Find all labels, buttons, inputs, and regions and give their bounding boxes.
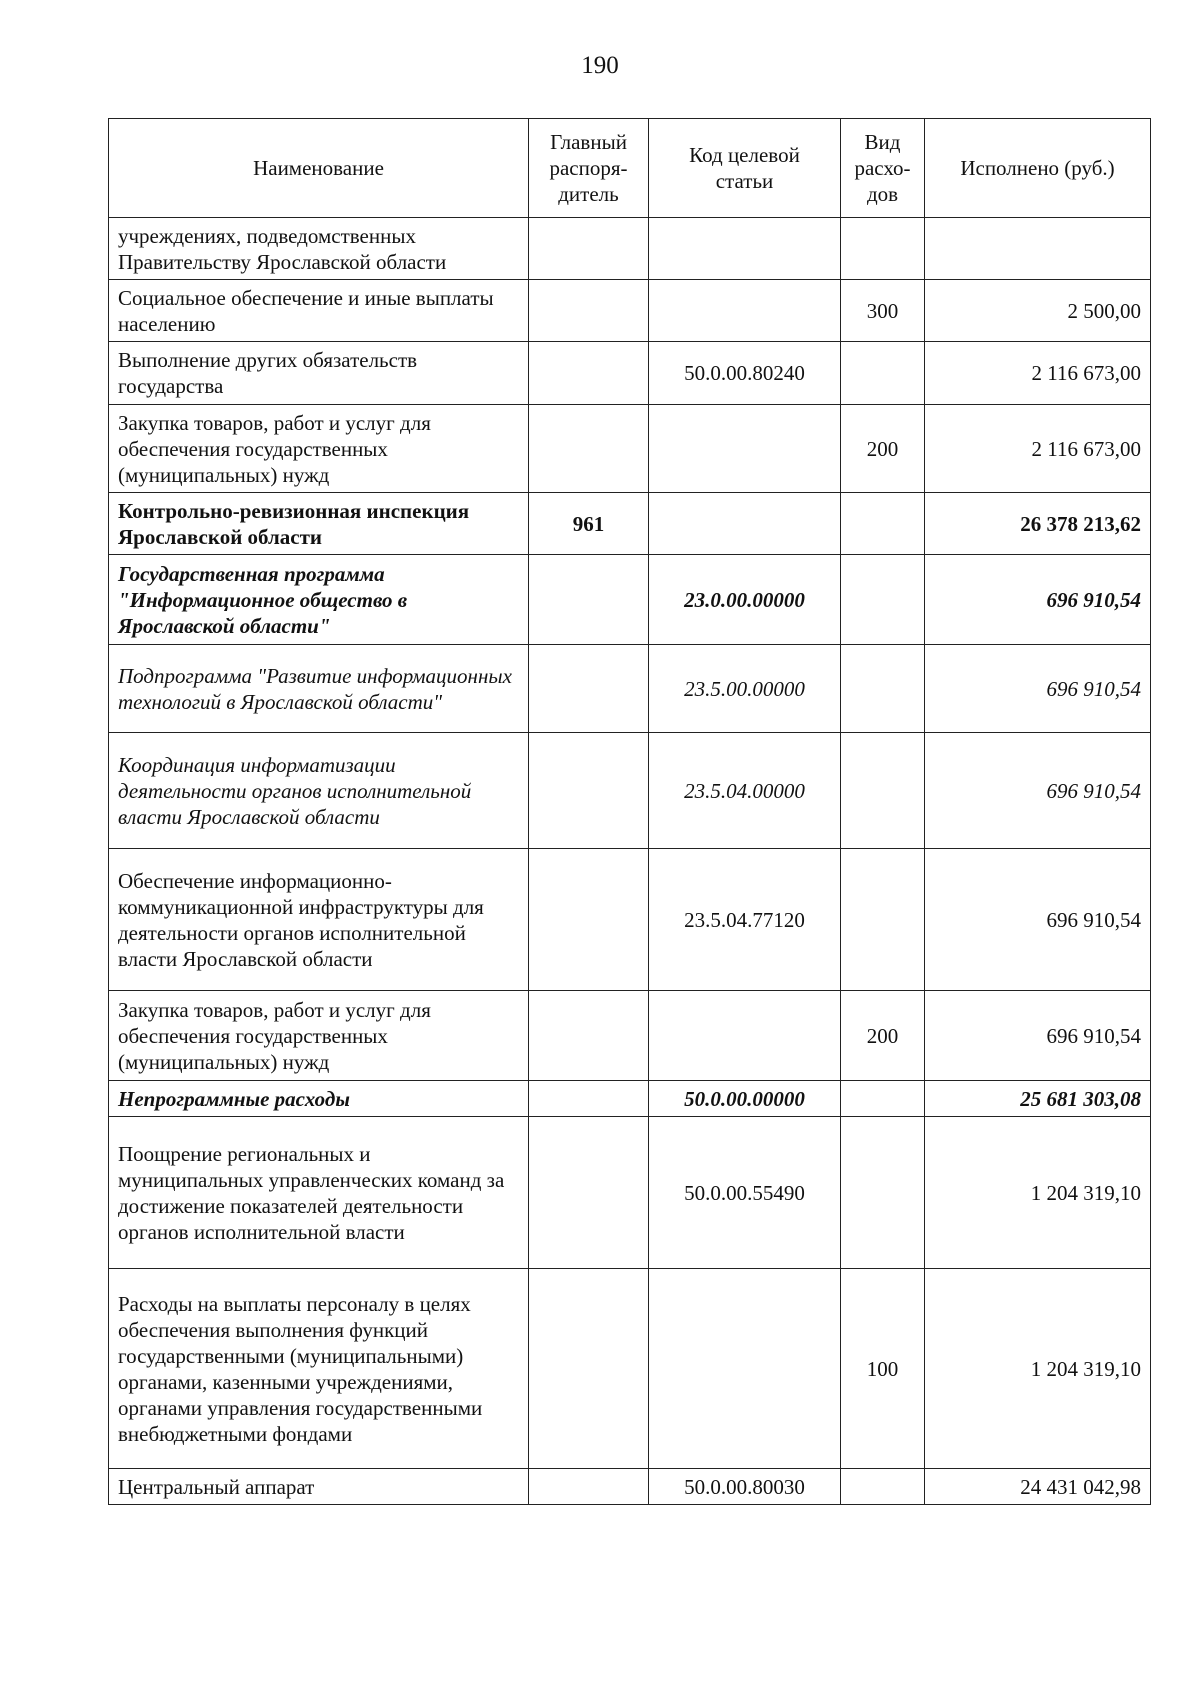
table-row <box>109 218 1151 280</box>
cell-code <box>649 280 841 342</box>
cell-grbs <box>529 555 649 645</box>
cell-sum: 1 204 319,10 <box>925 1269 1151 1469</box>
cell-grbs <box>529 849 649 991</box>
table-row <box>109 645 1151 733</box>
table-row <box>109 849 1151 991</box>
header-code: Код целевой статьи <box>649 119 841 218</box>
cell-name: Закупка товаров, работ и услуг для обеспечения государственных (муниципальных) нужд <box>109 991 529 1081</box>
cell-vid <box>841 1469 925 1505</box>
cell-vid <box>841 1081 925 1117</box>
cell-vid <box>841 342 925 405</box>
table-row <box>109 280 1151 342</box>
cell-grbs <box>529 733 649 849</box>
header-sum: Исполнено (руб.) <box>925 119 1151 218</box>
cell-name: Социальное обеспечение и иные выплаты населению <box>109 280 529 342</box>
cell-vid <box>841 555 925 645</box>
cell-code <box>649 405 841 493</box>
cell-grbs <box>529 405 649 493</box>
cell-code <box>649 991 841 1081</box>
cell-name: Расходы на выплаты персоналу в целях обеспечения выполнения функций государственными (муниципальными) органами, казенными учреждениями, органами управления государственными внебюджетными фондами <box>109 1269 529 1469</box>
table-row <box>109 991 1151 1081</box>
cell-name: Контрольно-ревизионная инспекция Ярославской области <box>109 493 529 555</box>
cell-code: 50.0.00.80030 <box>649 1469 841 1505</box>
header-name: Наименование <box>109 119 529 218</box>
table-row <box>109 1269 1151 1469</box>
table-row <box>109 405 1151 493</box>
cell-vid <box>841 218 925 280</box>
cell-vid: 100 <box>841 1269 925 1469</box>
cell-code: 23.5.04.77120 <box>649 849 841 991</box>
header-grbs: Главный распоря-дитель <box>529 119 649 218</box>
header-vid: Вид расхо-дов <box>841 119 925 218</box>
cell-sum: 696 910,54 <box>925 849 1151 991</box>
cell-code: 50.0.00.00000 <box>649 1081 841 1117</box>
cell-name: Обеспечение информационно-коммуникационной инфраструктуры для деятельности органов исполнительной власти Ярославской области <box>109 849 529 991</box>
cell-sum: 24 431 042,98 <box>925 1469 1151 1505</box>
cell-code <box>649 1269 841 1469</box>
table-row <box>109 342 1151 405</box>
table-row <box>109 555 1151 645</box>
cell-name: Государственная программа "Информационное общество в Ярославской области" <box>109 555 529 645</box>
cell-sum <box>925 218 1151 280</box>
cell-sum: 2 116 673,00 <box>925 342 1151 405</box>
cell-grbs: 961 <box>529 493 649 555</box>
cell-vid <box>841 849 925 991</box>
table-row <box>109 1469 1151 1505</box>
cell-grbs <box>529 342 649 405</box>
cell-grbs <box>529 1081 649 1117</box>
cell-sum: 26 378 213,62 <box>925 493 1151 555</box>
header-row <box>109 119 1151 218</box>
cell-grbs <box>529 1469 649 1505</box>
cell-code <box>649 218 841 280</box>
cell-name: Подпрограмма "Развитие информационных технологий в Ярославской области" <box>109 645 529 733</box>
page-number: 190 <box>581 52 619 79</box>
cell-sum: 2 500,00 <box>925 280 1151 342</box>
cell-sum: 25 681 303,08 <box>925 1081 1151 1117</box>
cell-grbs <box>529 1269 649 1469</box>
cell-grbs <box>529 280 649 342</box>
cell-name: Выполнение других обязательств государства <box>109 342 529 405</box>
cell-sum: 1 204 319,10 <box>925 1117 1151 1269</box>
cell-code: 23.5.00.00000 <box>649 645 841 733</box>
cell-sum: 2 116 673,00 <box>925 405 1151 493</box>
cell-name: учреждениях, подведомственных Правительству Ярославской области <box>109 218 529 280</box>
table-row <box>109 1117 1151 1269</box>
cell-vid <box>841 493 925 555</box>
cell-grbs <box>529 991 649 1081</box>
cell-sum: 696 910,54 <box>925 555 1151 645</box>
table-body <box>109 218 1151 1505</box>
cell-code: 23.0.00.00000 <box>649 555 841 645</box>
cell-grbs <box>529 645 649 733</box>
table-row <box>109 493 1151 555</box>
cell-code: 50.0.00.55490 <box>649 1117 841 1269</box>
cell-code <box>649 493 841 555</box>
cell-grbs <box>529 1117 649 1269</box>
cell-name: Координация информатизации деятельности органов исполнительной власти Ярославской области <box>109 733 529 849</box>
cell-vid <box>841 1117 925 1269</box>
cell-vid <box>841 733 925 849</box>
cell-vid: 200 <box>841 991 925 1081</box>
cell-name: Закупка товаров, работ и услуг для обеспечения государственных (муниципальных) нужд <box>109 405 529 493</box>
cell-grbs <box>529 218 649 280</box>
cell-sum: 696 910,54 <box>925 991 1151 1081</box>
cell-vid <box>841 645 925 733</box>
cell-sum: 696 910,54 <box>925 733 1151 849</box>
cell-name: Центральный аппарат <box>109 1469 529 1505</box>
cell-name: Непрограммные расходы <box>109 1081 529 1117</box>
cell-code: 23.5.04.00000 <box>649 733 841 849</box>
cell-name: Поощрение региональных и муниципальных управленческих команд за достижение показателей деятельности органов исполнительной власти <box>109 1117 529 1269</box>
table-row <box>109 733 1151 849</box>
budget-table <box>108 118 1151 1505</box>
cell-vid: 300 <box>841 280 925 342</box>
cell-code: 50.0.00.80240 <box>649 342 841 405</box>
cell-sum: 696 910,54 <box>925 645 1151 733</box>
cell-vid: 200 <box>841 405 925 493</box>
table-row <box>109 1081 1151 1117</box>
